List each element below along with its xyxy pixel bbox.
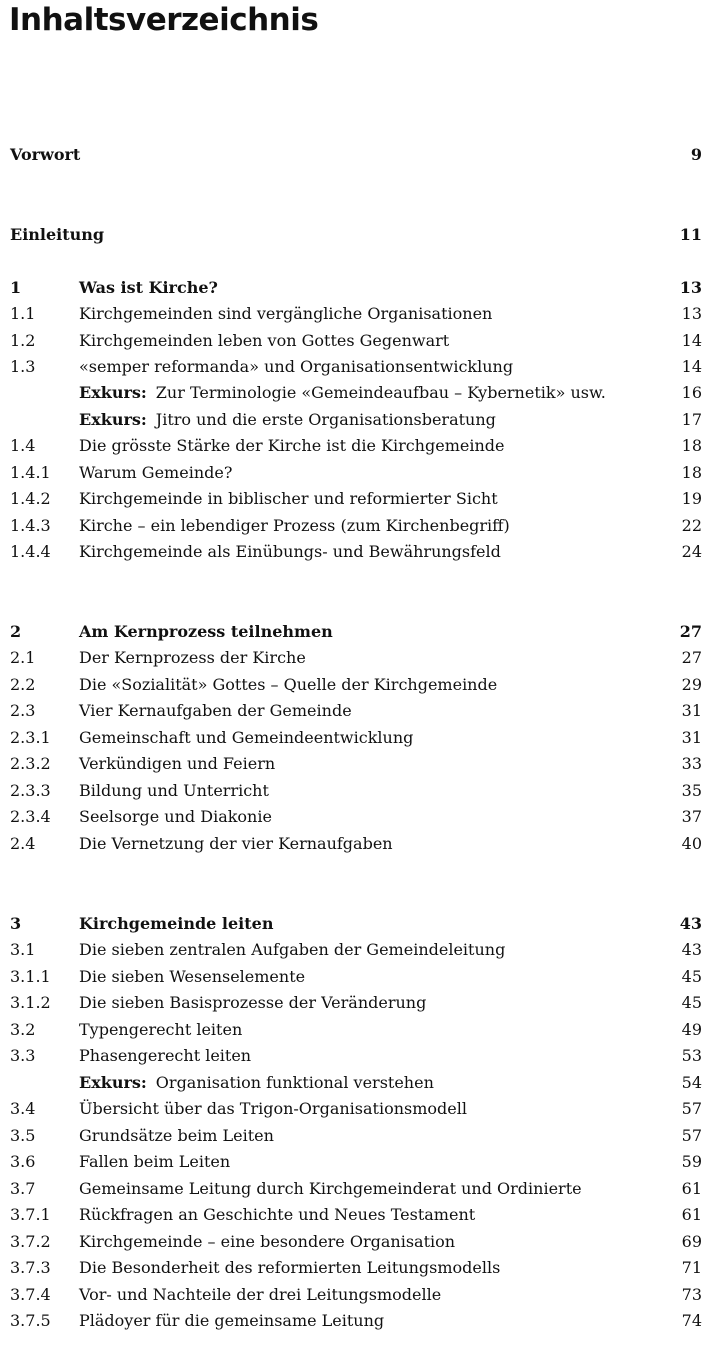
toc-entry-page: 61 bbox=[681, 1179, 702, 1198]
toc-entry-title: Kirchgemeinde – eine besondere Organisation bbox=[79, 1232, 456, 1251]
toc-entry-title bbox=[79, 1070, 434, 1096]
toc-entry-page: 31 bbox=[681, 728, 702, 747]
toc-entry-page: 45 bbox=[681, 993, 702, 1012]
toc-entry-page: 17 bbox=[681, 410, 702, 429]
toc-entry-title: Typengerecht leiten bbox=[79, 1020, 243, 1039]
toc-entry-number: 3 bbox=[10, 914, 22, 933]
toc-entry-page: 73 bbox=[681, 1285, 702, 1304]
toc-entry bbox=[0, 275, 712, 301]
toc-entry bbox=[0, 301, 712, 327]
toc-entry bbox=[0, 937, 712, 963]
toc-entry bbox=[0, 513, 712, 539]
toc-entry-page: 43 bbox=[679, 914, 702, 933]
toc-entry-page: 61 bbox=[681, 1205, 702, 1224]
toc-entry-title: Was ist Kirche? bbox=[79, 278, 218, 297]
exkurs-label: Exkurs: bbox=[79, 383, 147, 402]
toc-entry-page: 13 bbox=[679, 278, 702, 297]
toc-entry-title: Übersicht über das Trigon-Organisationsmodell bbox=[79, 1099, 467, 1118]
toc-entry bbox=[0, 1096, 712, 1122]
toc-entry bbox=[0, 911, 712, 937]
toc-entry-page: 13 bbox=[681, 304, 702, 323]
toc-entry-page: 16 bbox=[681, 383, 702, 402]
toc-entry-title: Kirchgemeinde leiten bbox=[79, 914, 274, 933]
toc-entry bbox=[0, 1017, 712, 1043]
toc-entry bbox=[0, 619, 712, 645]
toc-entry-title: Der Kernprozess der Kirche bbox=[79, 648, 306, 667]
page-title: Inhaltsverzeichnis bbox=[9, 2, 319, 38]
toc-entry-title: Grundsätze beim Leiten bbox=[79, 1126, 274, 1145]
toc-entry-page: 11 bbox=[679, 225, 702, 244]
toc-entry-title: Gemeinsame Leitung durch Kirchgemeinderat und Ordinierte bbox=[79, 1179, 582, 1198]
toc-entry bbox=[0, 1229, 712, 1255]
toc-entry-number: 1.4.2 bbox=[10, 489, 51, 508]
toc-entry-page: 40 bbox=[681, 834, 702, 853]
toc-entry-page: 57 bbox=[681, 1126, 702, 1145]
toc-entry-number: 2 bbox=[10, 622, 22, 641]
toc-entry-title: Rückfragen an Geschichte und Neues Testament bbox=[79, 1205, 476, 1224]
toc-entry-page: 43 bbox=[681, 940, 702, 959]
toc-entry-page: 74 bbox=[681, 1311, 702, 1330]
toc-entry-number: 2.3 bbox=[10, 701, 36, 720]
toc-entry-number: 1.4 bbox=[10, 436, 36, 455]
toc-entry-number: 3.1.2 bbox=[10, 993, 51, 1012]
toc-entry-number: 1.4.4 bbox=[10, 542, 51, 561]
toc-entry-page: 35 bbox=[681, 781, 702, 800]
toc-entry-title: Am Kernprozess teilnehmen bbox=[79, 622, 333, 641]
toc-entry-page: 18 bbox=[681, 436, 702, 455]
toc-entry-page: 69 bbox=[681, 1232, 702, 1251]
toc-entry bbox=[0, 407, 712, 433]
toc-entry-title: Vor- und Nachteile der drei Leitungsmodelle bbox=[79, 1285, 442, 1304]
toc-entry-page: 45 bbox=[681, 967, 702, 986]
exkurs-title: Jitro und die erste Organisationsberatung bbox=[155, 410, 496, 429]
toc-entry-number: 1.2 bbox=[10, 331, 36, 350]
toc-entry-title: Seelsorge und Diakonie bbox=[79, 807, 272, 826]
toc-entry bbox=[0, 1043, 712, 1069]
toc-entry-title: Die sieben Basisprozesse der Veränderung bbox=[79, 993, 427, 1012]
toc-entry-page: 54 bbox=[681, 1073, 702, 1092]
toc-entry bbox=[0, 698, 712, 724]
toc-entry bbox=[0, 804, 712, 830]
toc-entry-page: 22 bbox=[681, 516, 702, 535]
toc-entry bbox=[0, 1123, 712, 1149]
toc-entry-page: 27 bbox=[681, 648, 702, 667]
toc-entry bbox=[0, 486, 712, 512]
toc-entry-title: Die sieben zentralen Aufgaben der Gemeindeleitung bbox=[79, 940, 506, 959]
toc-entry-number: 3.4 bbox=[10, 1099, 36, 1118]
toc-entry bbox=[0, 539, 712, 565]
toc-entry-number: 3.1 bbox=[10, 940, 36, 959]
toc-entry-number: 2.3.2 bbox=[10, 754, 51, 773]
toc-entry bbox=[0, 1282, 712, 1308]
toc-entry-page: 49 bbox=[681, 1020, 702, 1039]
toc-entry-title: Gemeinschaft und Gemeindeentwicklung bbox=[79, 728, 414, 747]
toc-entry-number: 2.2 bbox=[10, 675, 36, 694]
toc-entry-title: Kirchgemeinde als Einübungs- und Bewährungsfeld bbox=[79, 542, 501, 561]
toc-entry bbox=[0, 645, 712, 671]
toc-entry-number: 3.3 bbox=[10, 1046, 36, 1065]
toc-entry bbox=[0, 142, 712, 168]
toc-entry-page: 27 bbox=[679, 622, 702, 641]
toc-entry-number: 3.7.5 bbox=[10, 1311, 51, 1330]
toc-entry-title: Kirchgemeinde in biblischer und reformierter Sicht bbox=[79, 489, 498, 508]
toc-entry-page: 37 bbox=[681, 807, 702, 826]
toc-entry-title: Phasengerecht leiten bbox=[79, 1046, 252, 1065]
toc-entry-title: Vier Kernaufgaben der Gemeinde bbox=[79, 701, 352, 720]
toc-entry-title: Kirchgemeinden leben von Gottes Gegenwart bbox=[79, 331, 450, 350]
toc-entry-title: Die Besonderheit des reformierten Leitungsmodells bbox=[79, 1258, 501, 1277]
toc-entry-title: Vorwort bbox=[10, 145, 81, 164]
toc-entry-title: Die Vernetzung der vier Kernaufgaben bbox=[79, 834, 393, 853]
toc-entry-page: 24 bbox=[681, 542, 702, 561]
toc-entry-title bbox=[79, 407, 496, 433]
toc-entry-number: 2.3.1 bbox=[10, 728, 51, 747]
toc-entry bbox=[0, 1202, 712, 1228]
toc-entry-title: Verkündigen und Feiern bbox=[79, 754, 276, 773]
toc-entry-page: 19 bbox=[681, 489, 702, 508]
toc-entry-page: 18 bbox=[681, 463, 702, 482]
toc-entry-page: 71 bbox=[681, 1258, 702, 1277]
toc-entry-title: Die grösste Stärke der Kirche ist die Kirchgemeinde bbox=[79, 436, 505, 455]
toc-entry-page: 14 bbox=[681, 357, 702, 376]
toc-entry-number: 1.4.1 bbox=[10, 463, 51, 482]
toc-entry-number: 3.7.2 bbox=[10, 1232, 51, 1251]
toc-entry-number: 3.7.4 bbox=[10, 1285, 51, 1304]
toc-entry bbox=[0, 222, 712, 248]
toc-entry-page: 57 bbox=[681, 1099, 702, 1118]
toc-entry-number: 1 bbox=[10, 278, 22, 297]
toc-entry bbox=[0, 460, 712, 486]
toc-entry-title: Bildung und Unterricht bbox=[79, 781, 269, 800]
exkurs-title: Zur Terminologie «Gemeindeaufbau – Kybernetik» usw. bbox=[155, 383, 606, 402]
toc-entry-page: 9 bbox=[690, 145, 702, 164]
toc-entry-number: 3.7.3 bbox=[10, 1258, 51, 1277]
toc-entry bbox=[0, 1176, 712, 1202]
toc-entry-title: «semper reformanda» und Organisationsentwicklung bbox=[79, 357, 514, 376]
toc-entry bbox=[0, 1070, 712, 1096]
toc-entry bbox=[0, 725, 712, 751]
toc-entry-number: 1.3 bbox=[10, 357, 36, 376]
toc-entry-title: Plädoyer für die gemeinsame Leitung bbox=[79, 1311, 385, 1330]
toc-entry bbox=[0, 831, 712, 857]
toc-entry-title: Die sieben Wesenselemente bbox=[79, 967, 306, 986]
toc-entry-title: Fallen beim Leiten bbox=[79, 1152, 231, 1171]
toc-entry-title: Einleitung bbox=[10, 225, 105, 244]
toc-entry-page: 31 bbox=[681, 701, 702, 720]
exkurs-label: Exkurs: bbox=[79, 410, 147, 429]
toc-entry bbox=[0, 328, 712, 354]
toc-entry bbox=[0, 751, 712, 777]
toc-entry-number: 3.7 bbox=[10, 1179, 36, 1198]
toc-entry bbox=[0, 1149, 712, 1175]
toc-entry bbox=[0, 990, 712, 1016]
toc-entry-number: 1.1 bbox=[10, 304, 36, 323]
exkurs-label: Exkurs: bbox=[79, 1073, 147, 1092]
toc-entry bbox=[0, 778, 712, 804]
toc-entry-page: 29 bbox=[681, 675, 702, 694]
toc-entry-page: 14 bbox=[681, 331, 702, 350]
toc-entry-page: 59 bbox=[681, 1152, 702, 1171]
toc-entry-title: Warum Gemeinde? bbox=[79, 463, 233, 482]
toc-entry-number: 3.6 bbox=[10, 1152, 36, 1171]
toc-entry bbox=[0, 380, 712, 406]
toc-entry-page: 53 bbox=[681, 1046, 702, 1065]
toc-entry-number: 2.3.4 bbox=[10, 807, 51, 826]
toc-entry bbox=[0, 433, 712, 459]
toc-entry-title: Die «Sozialität» Gottes – Quelle der Kirchgemeinde bbox=[79, 675, 498, 694]
toc-entry-number: 2.4 bbox=[10, 834, 36, 853]
toc-entry-number: 3.2 bbox=[10, 1020, 36, 1039]
toc-entry-number: 3.7.1 bbox=[10, 1205, 51, 1224]
toc-entry-title bbox=[79, 380, 606, 406]
toc-entry-title: Kirche – ein lebendiger Prozess (zum Kirchenbegriff) bbox=[79, 516, 510, 535]
toc-entry-number: 3.5 bbox=[10, 1126, 36, 1145]
toc-entry bbox=[0, 1255, 712, 1281]
toc-entry bbox=[0, 964, 712, 990]
exkurs-title: Organisation funktional verstehen bbox=[155, 1073, 434, 1092]
toc-entry-page: 33 bbox=[681, 754, 702, 773]
toc-entry-number: 2.3.3 bbox=[10, 781, 51, 800]
toc-entry-number: 3.1.1 bbox=[10, 967, 51, 986]
toc-entry bbox=[0, 1308, 712, 1334]
toc-entry-number: 1.4.3 bbox=[10, 516, 51, 535]
toc-entry bbox=[0, 354, 712, 380]
toc-entry-title: Kirchgemeinden sind vergängliche Organisationen bbox=[79, 304, 493, 323]
toc-entry-number: 2.1 bbox=[10, 648, 36, 667]
toc-entry bbox=[0, 672, 712, 698]
